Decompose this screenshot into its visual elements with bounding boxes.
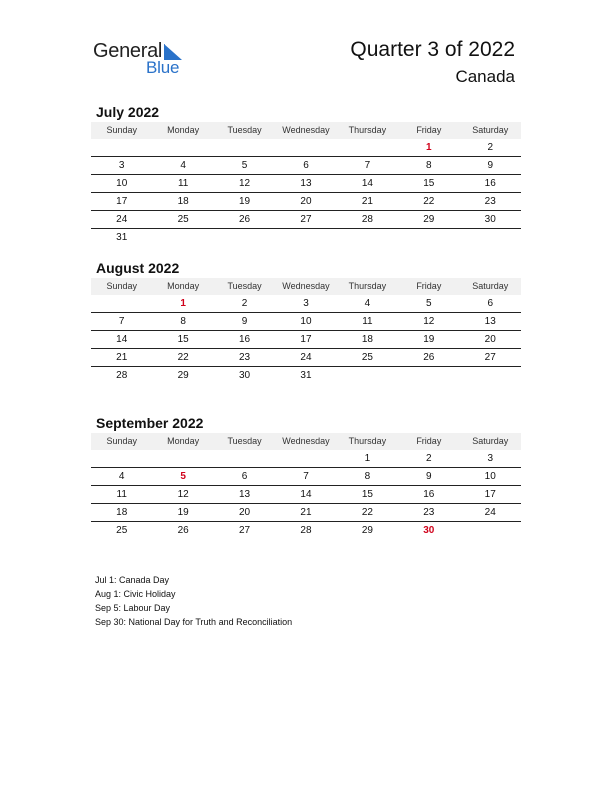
quarter-title: Quarter 3 of 2022 bbox=[350, 38, 515, 61]
weekday-label: Sunday bbox=[106, 125, 137, 135]
weekday-label: Tuesday bbox=[227, 281, 262, 291]
day-cell bbox=[275, 450, 336, 467]
week-row bbox=[91, 193, 521, 211]
weekday-label: Monday bbox=[167, 125, 200, 135]
day-cell: 25 bbox=[116, 525, 128, 536]
weekday-label: Friday bbox=[416, 125, 442, 135]
holiday-note: Sep 5: Labour Day bbox=[95, 603, 171, 613]
day-cell bbox=[398, 367, 459, 384]
day-cell: 3 bbox=[303, 298, 309, 309]
day-cell: 20 bbox=[238, 507, 251, 518]
day-cell: 28 bbox=[300, 525, 312, 536]
week-row bbox=[91, 157, 521, 175]
day-cell: 15 bbox=[423, 178, 435, 189]
day-cell: 4 bbox=[364, 298, 371, 309]
day-cell: 14 bbox=[300, 489, 312, 500]
week-row bbox=[91, 175, 521, 193]
day-cell bbox=[214, 139, 275, 156]
day-cell: 23 bbox=[238, 352, 251, 363]
generalblue-logo bbox=[93, 40, 203, 80]
day-cell: 21 bbox=[300, 507, 312, 518]
day-cell bbox=[275, 229, 336, 246]
day-cell: 26 bbox=[177, 525, 189, 536]
weekday-header bbox=[91, 278, 521, 295]
day-cell: 9 bbox=[487, 160, 494, 171]
day-cell: 11 bbox=[177, 178, 189, 189]
day-cell: 21 bbox=[116, 352, 128, 363]
week-row bbox=[91, 522, 521, 539]
day-cell: 27 bbox=[300, 214, 312, 225]
weekday-label: Sunday bbox=[106, 436, 137, 446]
day-cell: 22 bbox=[423, 196, 435, 207]
day-cell: 10 bbox=[484, 471, 496, 482]
weekday-label: Tuesday bbox=[227, 125, 262, 135]
day-cell bbox=[91, 139, 152, 156]
weekday-label: Wednesday bbox=[282, 125, 330, 135]
day-cell: 21 bbox=[361, 196, 373, 207]
day-cell: 16 bbox=[238, 334, 251, 345]
holiday-day-cell: 1 bbox=[180, 298, 186, 309]
weekday-label: Thursday bbox=[348, 436, 387, 446]
day-cell: 8 bbox=[426, 160, 432, 171]
day-cell: 6 bbox=[303, 160, 309, 171]
weekday-label: Tuesday bbox=[227, 436, 262, 446]
day-cell: 9 bbox=[426, 471, 432, 482]
holiday-note: Jul 1: Canada Day bbox=[95, 575, 170, 585]
day-cell: 29 bbox=[177, 370, 189, 381]
holiday-notes bbox=[95, 573, 292, 629]
holiday-day-cell: 30 bbox=[423, 525, 435, 536]
day-cell: 1 bbox=[364, 453, 371, 464]
day-cell: 3 bbox=[118, 160, 125, 171]
week-row bbox=[91, 486, 521, 504]
day-cell: 8 bbox=[180, 316, 186, 327]
day-cell: 13 bbox=[238, 489, 251, 500]
day-cell: 29 bbox=[423, 214, 435, 225]
day-cell: 27 bbox=[238, 525, 251, 536]
weekday-label: Sunday bbox=[106, 281, 137, 291]
day-cell: 16 bbox=[484, 178, 496, 189]
day-cell: 11 bbox=[116, 489, 127, 500]
day-cell: 6 bbox=[487, 298, 494, 309]
day-cell bbox=[214, 229, 275, 246]
day-cell: 25 bbox=[361, 352, 373, 363]
week-row bbox=[91, 450, 521, 468]
day-cell: 29 bbox=[361, 525, 373, 536]
week-row bbox=[91, 211, 521, 229]
week-row bbox=[91, 367, 521, 384]
day-cell: 20 bbox=[484, 334, 496, 345]
day-cell: 18 bbox=[177, 196, 189, 207]
holiday-day-cell: 1 bbox=[426, 142, 432, 153]
day-cell: 7 bbox=[118, 316, 125, 327]
day-cell: 7 bbox=[364, 160, 371, 171]
week-row bbox=[91, 139, 521, 157]
weekday-label: Thursday bbox=[348, 125, 387, 135]
weekday-label: Saturday bbox=[472, 281, 509, 291]
day-cell: 14 bbox=[116, 334, 128, 345]
day-cell: 22 bbox=[177, 352, 189, 363]
day-cell: 20 bbox=[300, 196, 312, 207]
day-cell: 12 bbox=[238, 178, 251, 189]
week-row bbox=[91, 504, 521, 522]
day-cell: 27 bbox=[484, 352, 496, 363]
day-cell: 26 bbox=[423, 352, 435, 363]
day-cell: 4 bbox=[118, 471, 125, 482]
day-cell bbox=[152, 229, 213, 246]
country-name: Canada bbox=[455, 67, 515, 86]
weekday-header bbox=[91, 433, 521, 450]
holiday-note: Sep 30: National Day for Truth and Reconciliation bbox=[95, 617, 293, 627]
holiday-note: Aug 1: Civic Holiday bbox=[95, 589, 176, 599]
day-cell bbox=[460, 367, 521, 384]
day-cell: 14 bbox=[361, 178, 373, 189]
day-cell: 19 bbox=[423, 334, 435, 345]
day-cell bbox=[337, 367, 398, 384]
day-cell: 18 bbox=[116, 507, 128, 518]
day-cell: 12 bbox=[177, 489, 189, 500]
day-cell bbox=[460, 522, 521, 539]
weekday-label: Wednesday bbox=[282, 281, 330, 291]
day-cell: 24 bbox=[484, 507, 496, 518]
day-cell: 17 bbox=[116, 196, 128, 207]
week-row bbox=[91, 349, 521, 367]
weekday-label: Monday bbox=[167, 281, 200, 291]
day-cell: 30 bbox=[238, 370, 251, 381]
weekday-label: Wednesday bbox=[282, 436, 330, 446]
day-cell: 24 bbox=[116, 214, 128, 225]
day-cell bbox=[460, 229, 521, 246]
day-cell bbox=[91, 450, 152, 467]
day-cell: 11 bbox=[362, 316, 373, 327]
day-cell bbox=[275, 139, 336, 156]
day-cell: 24 bbox=[300, 352, 312, 363]
day-cell: 10 bbox=[116, 178, 128, 189]
day-cell: 28 bbox=[361, 214, 373, 225]
day-cell bbox=[398, 229, 459, 246]
day-cell: 2 bbox=[241, 298, 248, 309]
weekday-label: Thursday bbox=[348, 281, 387, 291]
day-cell: 31 bbox=[116, 232, 128, 243]
day-cell: 3 bbox=[487, 453, 494, 464]
week-row bbox=[91, 331, 521, 349]
day-cell: 13 bbox=[300, 178, 312, 189]
day-cell: 25 bbox=[177, 214, 189, 225]
day-cell: 2 bbox=[487, 142, 494, 153]
day-cell: 7 bbox=[303, 471, 309, 482]
day-cell: 15 bbox=[361, 489, 373, 500]
month-title: July 2022 bbox=[96, 104, 160, 120]
day-cell: 28 bbox=[116, 370, 128, 381]
month-title: August 2022 bbox=[96, 260, 180, 276]
weekday-label: Monday bbox=[167, 436, 200, 446]
week-row bbox=[91, 229, 521, 246]
day-cell: 31 bbox=[300, 370, 312, 381]
day-cell: 23 bbox=[484, 196, 496, 207]
weekday-label: Saturday bbox=[472, 436, 509, 446]
day-cell: 12 bbox=[423, 316, 435, 327]
day-cell: 26 bbox=[238, 214, 251, 225]
weekday-label: Friday bbox=[416, 436, 442, 446]
week-row bbox=[91, 295, 521, 313]
weekday-label: Saturday bbox=[472, 125, 509, 135]
day-cell bbox=[337, 229, 398, 246]
day-cell: 23 bbox=[423, 507, 435, 518]
weekday-label: Friday bbox=[416, 281, 442, 291]
day-cell: 13 bbox=[484, 316, 496, 327]
day-cell bbox=[337, 139, 398, 156]
month-september bbox=[91, 414, 521, 539]
day-cell: 9 bbox=[241, 316, 248, 327]
weekday-header bbox=[91, 122, 521, 139]
day-cell: 16 bbox=[423, 489, 435, 500]
day-cell: 17 bbox=[484, 489, 496, 500]
week-row bbox=[91, 313, 521, 331]
day-cell bbox=[91, 295, 152, 312]
day-cell: 4 bbox=[180, 160, 186, 171]
day-cell: 15 bbox=[177, 334, 189, 345]
day-cell: 5 bbox=[426, 298, 432, 309]
week-row bbox=[91, 468, 521, 486]
day-cell: 18 bbox=[361, 334, 373, 345]
month-july bbox=[91, 103, 521, 246]
day-cell bbox=[152, 139, 213, 156]
logo-text-general: General bbox=[93, 40, 163, 62]
day-cell bbox=[152, 450, 213, 467]
day-cell: 17 bbox=[300, 334, 312, 345]
day-cell: 2 bbox=[426, 453, 432, 464]
day-cell: 8 bbox=[364, 471, 371, 482]
month-title: September 2022 bbox=[96, 415, 204, 431]
day-cell: 10 bbox=[300, 316, 312, 327]
day-cell: 19 bbox=[177, 507, 189, 518]
logo-text-blue: Blue bbox=[146, 58, 180, 77]
day-cell: 30 bbox=[484, 214, 496, 225]
day-cell: 22 bbox=[361, 507, 373, 518]
day-cell: 5 bbox=[241, 160, 248, 171]
day-cell: 19 bbox=[238, 196, 251, 207]
holiday-day-cell: 5 bbox=[180, 471, 186, 482]
day-cell: 6 bbox=[241, 471, 248, 482]
month-august bbox=[91, 259, 521, 384]
day-cell bbox=[214, 450, 275, 467]
